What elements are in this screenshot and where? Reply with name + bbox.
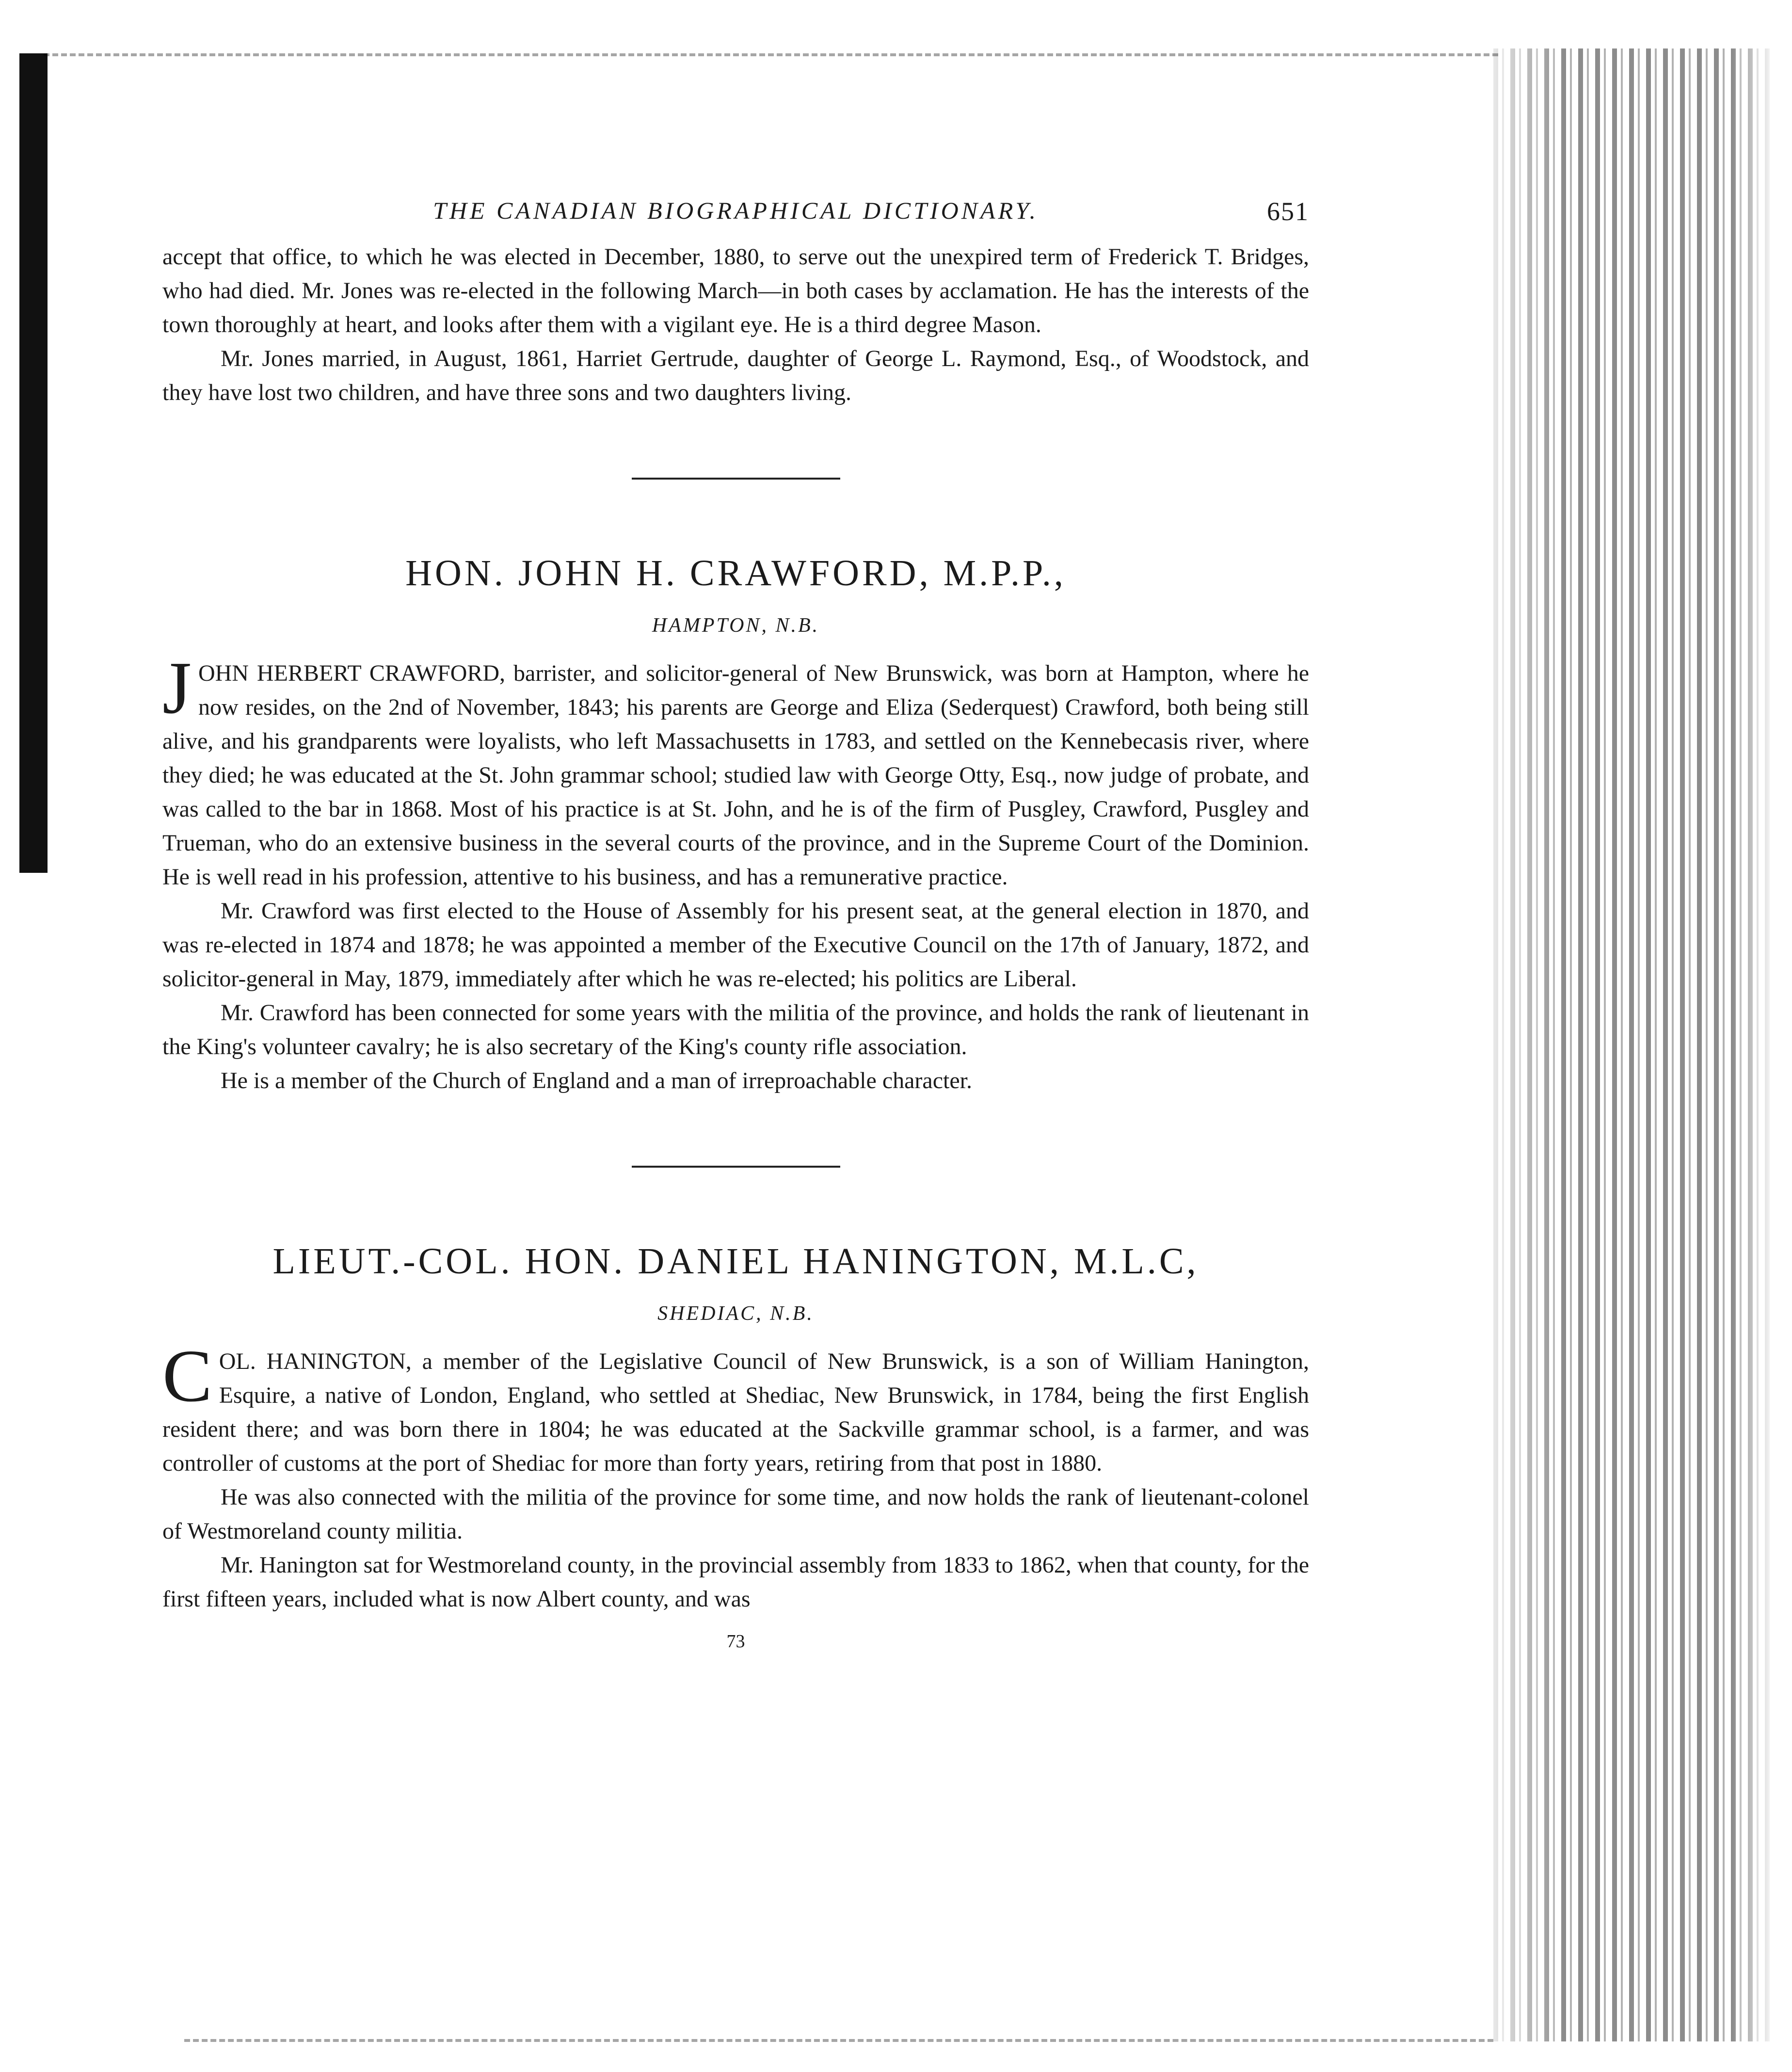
signature-mark: 73	[726, 1631, 745, 1652]
entry-title: HON. JOHN H. CRAWFORD, M.P.P.,	[405, 553, 1066, 594]
entry-first-paragraph-text: OHN HERBERT CRAWFORD, barrister, and solicitor-general of New Brunswick, was born at Hampton, where he now resides, on the 2nd of November, 1843; his parents are George and Eliza (Sederquest) Crawford, both being still alive, and his grandparents were loyalists, who left Massachusetts in 1783, and settled on the Kennebecasis river, where they died; he was educated at the St. John grammar school; studied law with George Otty, Esq., now judge of probate, and was called to the bar in 1868. Most of his practice is at St. John, and he is of the firm of Pusgley, Crawford, Pusgley and Trueman, who do an extensive business in the several courts of the province, and in the Supreme Court of the Dominion. He is well read in his profession, attentive to his business, and has a remunerative practice.	[162, 660, 1309, 890]
entry-title: LIEUT.-COL. HON. DANIEL HANINGTON, M.L.C,	[272, 1241, 1199, 1282]
intro-paragraph: Mr. Jones married, in August, 1861, Harriet Gertrude, daughter of George L. Raymond, Esq., of Woodstock, and they have lost two children, and have three sons and two daughters living.	[162, 346, 1309, 405]
hanington-entry	[162, 1240, 1309, 1616]
book-page	[162, 196, 1309, 2029]
running-title: THE CANADIAN BIOGRAPHICAL DICTIONARY.	[433, 197, 1039, 224]
drop-cap: C	[162, 1335, 212, 1417]
entry-first-paragraph-text: OL. HANINGTON, a member of the Legislative Council of New Brunswick, is a son of William Hanington, Esquire, a native of London, England, who settled at Shediac, New Brunswick, in 1784, being the first English resident there; and was born there in 1804; he was educated at the Sackville grammar school, is a farmer, and was controller of customs at the port of Shediac for more than forty years, retiring from that post in 1880.	[162, 1349, 1309, 1476]
entry-paragraph: Mr. Crawford was first elected to the House of Assembly for his present seat, at the general election in 1870, and was re-elected in 1874 and 1878; he was appointed a member of the Executive Council on the 17th of January, 1872, and solicitor-general in May, 1879, immediately after which he was re-elected; his politics are Liberal.	[162, 898, 1309, 992]
running-header	[162, 196, 1309, 240]
scan-left-edge-bar	[19, 53, 48, 873]
entry-first-paragraph	[162, 1335, 1309, 1480]
intro-paragraph: accept that office, to which he was elected in December, 1880, to serve out the unexpired term of Frederick T. Bridges, who had died. Mr. Jones was re-elected in the following March—in both cases by acclamation. He has the interests of the town thoroughly at heart, and looks after them with a vigilant eye. He is a third degree Mason.	[162, 244, 1309, 337]
entry-paragraph: Mr. Crawford has been connected for some years with the militia of the province, and holds the rank of lieutenant in the King's volunteer cavalry; he is also secretary of the King's county rifle association.	[162, 1000, 1309, 1060]
scan-bottom-noise	[184, 2039, 1493, 2052]
entry-paragraph: He is a member of the Church of England and a man of irreproachable character.	[221, 1068, 972, 1093]
intro-section	[162, 240, 1309, 410]
entry-first-paragraph	[162, 647, 1309, 894]
crawford-entry	[162, 552, 1309, 1098]
scan-top-noise	[44, 53, 1498, 66]
page-number: 651	[1267, 197, 1309, 226]
entry-paragraph: He was also connected with the militia of the province for some time, and now holds the rank of lieutenant-colonel of Westmoreland county militia.	[162, 1484, 1309, 1544]
entry-place: SHEDIAC, N.B.	[657, 1302, 814, 1325]
scan-right-edge-noise	[1493, 48, 1775, 2041]
section-divider	[632, 1166, 840, 1168]
entry-place: HAMPTON, N.B.	[652, 614, 820, 637]
entry-paragraph: Mr. Hanington sat for Westmoreland county, in the provincial assembly from 1833 to 1862, when that county, for the first fifteen years, included what is now Albert county, and was	[162, 1552, 1309, 1612]
section-divider	[632, 478, 840, 480]
drop-cap: J	[162, 647, 192, 729]
